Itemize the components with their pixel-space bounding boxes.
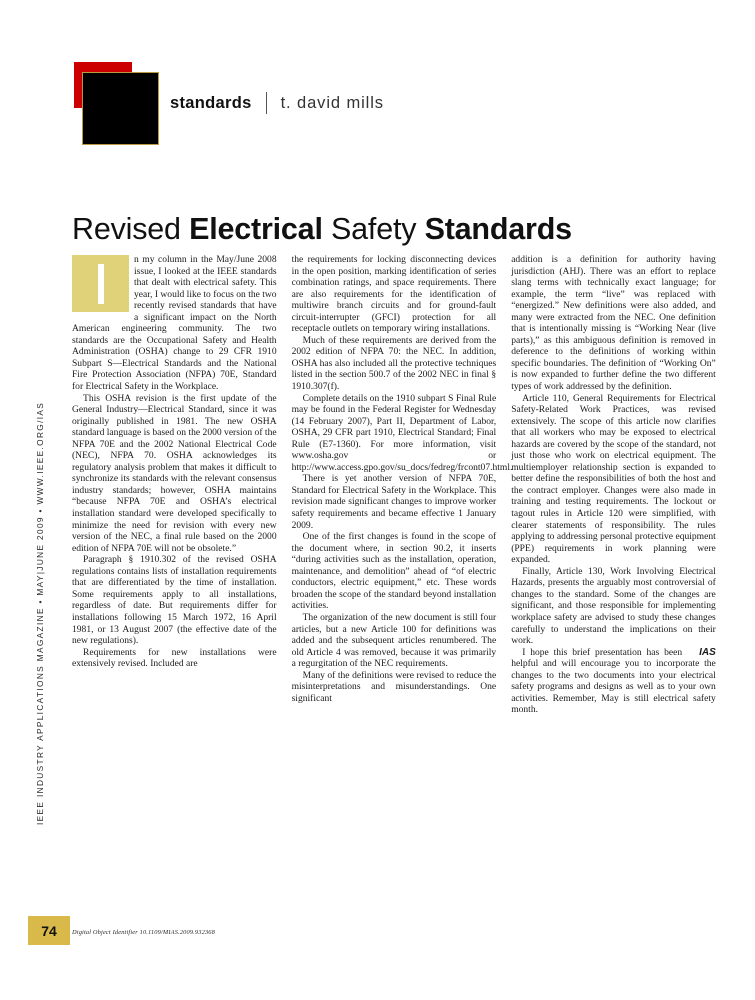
vertical-divider-icon: [266, 92, 267, 114]
article-body: [72, 254, 716, 926]
department-title-group: [170, 86, 384, 120]
doi-line: Digital Object Identifier 10.1109/MIAS.2009.932368: [72, 929, 215, 936]
paragraph: Article 110, General Requirements for Electrical Safety-Related Work Practices, was revised extensively. The scope of this article now clarifies that all workers who may be exposed to electrical hazards are covered by the scope of the standard, not just those who work on electrical equipment. The multiemployer relationship section is expanded to better define the responsibilities of both the host and the contract employer. Changes were also made in training and testing requirements. The lockout or tagout rules in Article 120 were simplified, with clearer statements of responsibility. The rules applying to addressing personal protective equipment (PPE) requirements in work planning were expanded.: [511, 392, 716, 566]
department-logo: [74, 62, 166, 150]
paragraph: The organization of the new document is still four articles, but a new Article 100 for definitions was added and the subsequent articles renumbered. The old Article 4 was removed, because it was primarily a regurgitation of the NEC requirements.: [291, 611, 497, 670]
department-name: standards: [170, 93, 252, 112]
paragraph: Much of these requirements are derived from the 2002 edition of NFPA 70: the NEC. In addition, OSHA has also included all the protective techniques listed in the section 500.7 of the 2002 NEC in final § 1910.307(f).: [291, 334, 497, 393]
paragraph: This OSHA revision is the first update of the General Industry—Electrical Standard, since it was originally published in 1981. The new OSHA standard language is based on the 2000 version of the NFPA 70E and the 2002 National Electrical Code (NEC), NFPA 70. OSHA acknowledges its regulatory analysis problem that makes it difficult to synchronize its standards with the relevant consensus industry standards; however, OSHA maintains “because NFPA 70E and OSHA’s electrical installation standard were developed specifically to minimize the need for revision with every new version of the NEC, a final rule based on the 2000 edition of NFPA 70E will not be obsolete.”: [72, 392, 277, 554]
article-title: [72, 212, 712, 247]
paragraph: addition is a definition for authority having jurisdiction (AHJ). There was an effort to replace slang terms with technically exact language; for example, the term “live” was replaced with “energized.” New definitions were also added, and many were extracted from the NEC. One definition that is intentionally missing is “Working Near (live parts),” as this ambiguous definition is removed in deference to the definitions of working within specific boundaries. The definition of “Working On” is now expanded to further define the two different types of work addressed by the definition.: [511, 254, 716, 393]
paragraph: Requirements for new installations were extensively revised. Included are: [72, 646, 277, 670]
end-mark-ias: IAS: [699, 646, 716, 658]
paragraph: [511, 647, 716, 716]
text-column-1: [72, 254, 277, 926]
paragraph: Many of the definitions were revised to reduce the misinterpretations and misunderstandings. One significant: [291, 669, 497, 704]
text-column-2: [291, 254, 513, 926]
department-author: t. david mills: [280, 93, 384, 112]
paragraph: There is yet another version of NFPA 70E, Standard for Electrical Safety in the Workplace. This revision made significant changes to improve worker safety requirements and became effective 1 January 2009.: [291, 473, 497, 531]
title-part-4-bold: Standards: [424, 212, 572, 247]
paragraph: Complete details on the 1910 subpart S Final Rule may be found in the Federal Register for Wednesday (14 February 2007), Part II, Department of Labor, OSHA, 29 CFR part 1910, Electrical Standard; Final Rule (E7-1360). For more information, visit www.osha.gov or http://www.access.gpo.gov/su_docs/fedreg/frcont07.html.: [291, 392, 513, 473]
running-head-text: IEEE INDUSTRY APPLICATIONS MAGAZINE • MAY|JUNE 2009 • WWW.IEEE.ORG/IAS: [35, 401, 45, 825]
text-column-3: [511, 254, 716, 926]
drop-cap-i: [72, 255, 129, 312]
title-part-1: Revised: [72, 212, 190, 247]
black-square-icon: [82, 72, 159, 145]
title-part-3: Safety: [322, 212, 425, 247]
department-header: [74, 62, 694, 152]
paragraph: Finally, Article 130, Work Involving Electrical Hazards, presents the arguably most controversial of changes to the standard. Some of the changes are significant, and those responsible for implementing workplace safety are advised to study these changes carefully to understand the implications on their work.: [511, 565, 716, 647]
paragraph-text: I hope this brief presentation has been helpful and will encourage you to incorporate the changes to the two documents into your electrical safety programs and designs as well as to your own activities. Remember, May is still electrical safety month.: [511, 646, 716, 716]
paragraph: Paragraph § 1910.302 of the revised OSHA regulations contains lists of installation requirements that are differentiated by the time of installation. Some requirements apply to all installations, regardless of date. But requirements differ for installations following 15 March 1972, 16 April 1981, or 13 August 2007 (the effective date of the new regulations).: [72, 554, 277, 647]
title-part-2-bold: Electrical: [189, 212, 323, 247]
left-sidebar: [0, 0, 62, 1000]
page-number-badge: [28, 916, 70, 945]
paragraph: One of the first changes is found in the scope of the document where, in section 90.2, it inserts “during activities such as the installation, operation, maintenance, and demolition” ahead of “of electric conductors, electric equipment,” etc. These words broaden the scope of the standard beyond installation activities.: [291, 531, 497, 612]
paragraph: the requirements for locking disconnecting devices in the open position, marking identification of series combination ratings, and space requirements. There are also requirements for the identification of multiwire branch circuits and for ground-fault circuit-interrupter (GFCI) protection for all receptacle outlets on temporary wiring installations.: [291, 254, 497, 335]
paragraph: n my column in the May/June 2008 issue, I looked at the IEEE standards that dealt with electrical safety. This year, I would like to focus on the two recently revised standards that have a significant impact on the North American engineering community. The two standards are the Occupational Safety and Health Administration (OSHA) change to 29 CFR 1910 Subpart S—Electrical Standards and the National Fire Protection Association (NFPA) 70E, Standard for Electrical Safety in the Workplace.: [72, 254, 277, 393]
page-number-label: 74: [41, 922, 57, 939]
